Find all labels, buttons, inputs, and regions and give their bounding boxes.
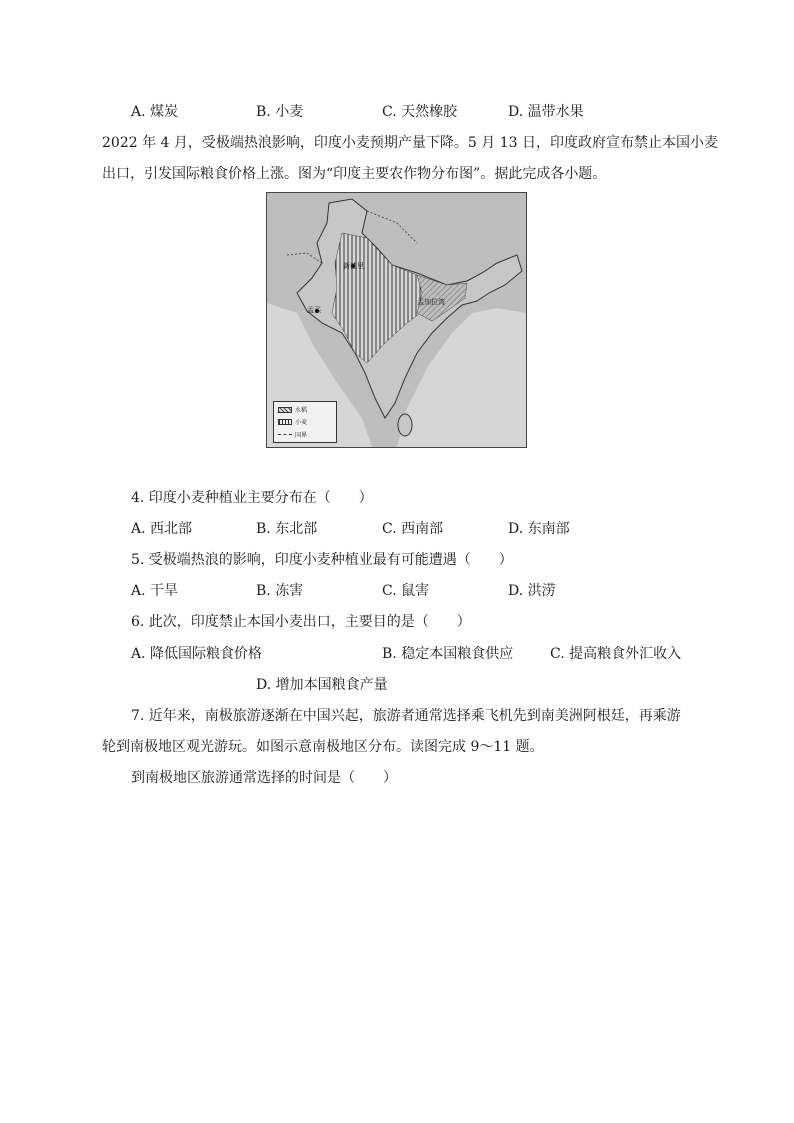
q4-option-a: A. 西北部 (131, 521, 193, 537)
map-legend (273, 401, 337, 443)
passage-line: 出口，引发国际粮食价格上涨。图为“印度主要农作物分布图”。据此完成各小题。 (102, 166, 607, 182)
option-c: C. 天然橡胶 (382, 104, 458, 120)
option-a: A. 煤炭 (131, 104, 179, 120)
wheat-swatch (278, 419, 292, 425)
option-d: D. 温带水果 (508, 104, 584, 120)
question-4-stem: 4. 印度小麦种植业主要分布在（ ） (131, 490, 373, 506)
q5-option-d: D. 洪涝 (508, 583, 556, 599)
question-5-stem: 5. 受极端热浪的影响，印度小麦种植业最有可能遭遇（ ） (131, 552, 513, 568)
legend-rice: 水稻 (295, 407, 308, 414)
passage-line: 2022 年 4 月，受极端热浪影响，印度小麦预期产量下降。5 月 13 日，印度政府宣布禁止本国小麦 (102, 135, 718, 151)
legend-wheat: 小麦 (295, 419, 308, 426)
q6-option-b: B. 稳定本国粮食供应 (382, 646, 514, 662)
q6-option-a: A. 降低国际粮食价格 (131, 646, 263, 662)
question-7-line: 7. 近年来，南极旅游逐渐在中国兴起，旅游者通常选择乘飞机先到南美洲阿根廷，再乘游 (131, 708, 681, 724)
map-label-mumbai: 孟买 (307, 306, 321, 314)
question-6-stem: 6. 此次，印度禁止本国小麦出口，主要目的是（ ） (131, 614, 471, 630)
map-label-new-delhi: 新德里 (343, 262, 364, 270)
q4-option-c: C. 西南部 (382, 521, 444, 537)
legend-border: 国界 (295, 432, 308, 439)
india-crop-map (266, 192, 527, 448)
q4-option-b: B. 东北部 (256, 521, 318, 537)
q6-option-d: D. 增加本国粮食产量 (256, 677, 388, 693)
option-b: B. 小麦 (256, 104, 304, 120)
question-7-line: 轮到南极地区观光游玩。如图示意南极地区分布。读图完成 9～11 题。 (102, 739, 544, 755)
border-swatch (278, 434, 292, 435)
q5-option-c: C. 鼠害 (382, 583, 430, 599)
q5-option-b: B. 冻害 (256, 583, 304, 599)
question-7-line: 到南极地区旅游通常选择的时间是（ ） (131, 770, 397, 786)
rice-swatch (278, 407, 292, 413)
q5-option-a: A. 干旱 (131, 583, 179, 599)
map-label-bay-of-bengal: 孟加拉湾 (417, 298, 445, 306)
q4-option-d: D. 东南部 (508, 521, 570, 537)
q6-option-c: C. 提高粮食外汇收入 (550, 646, 682, 662)
